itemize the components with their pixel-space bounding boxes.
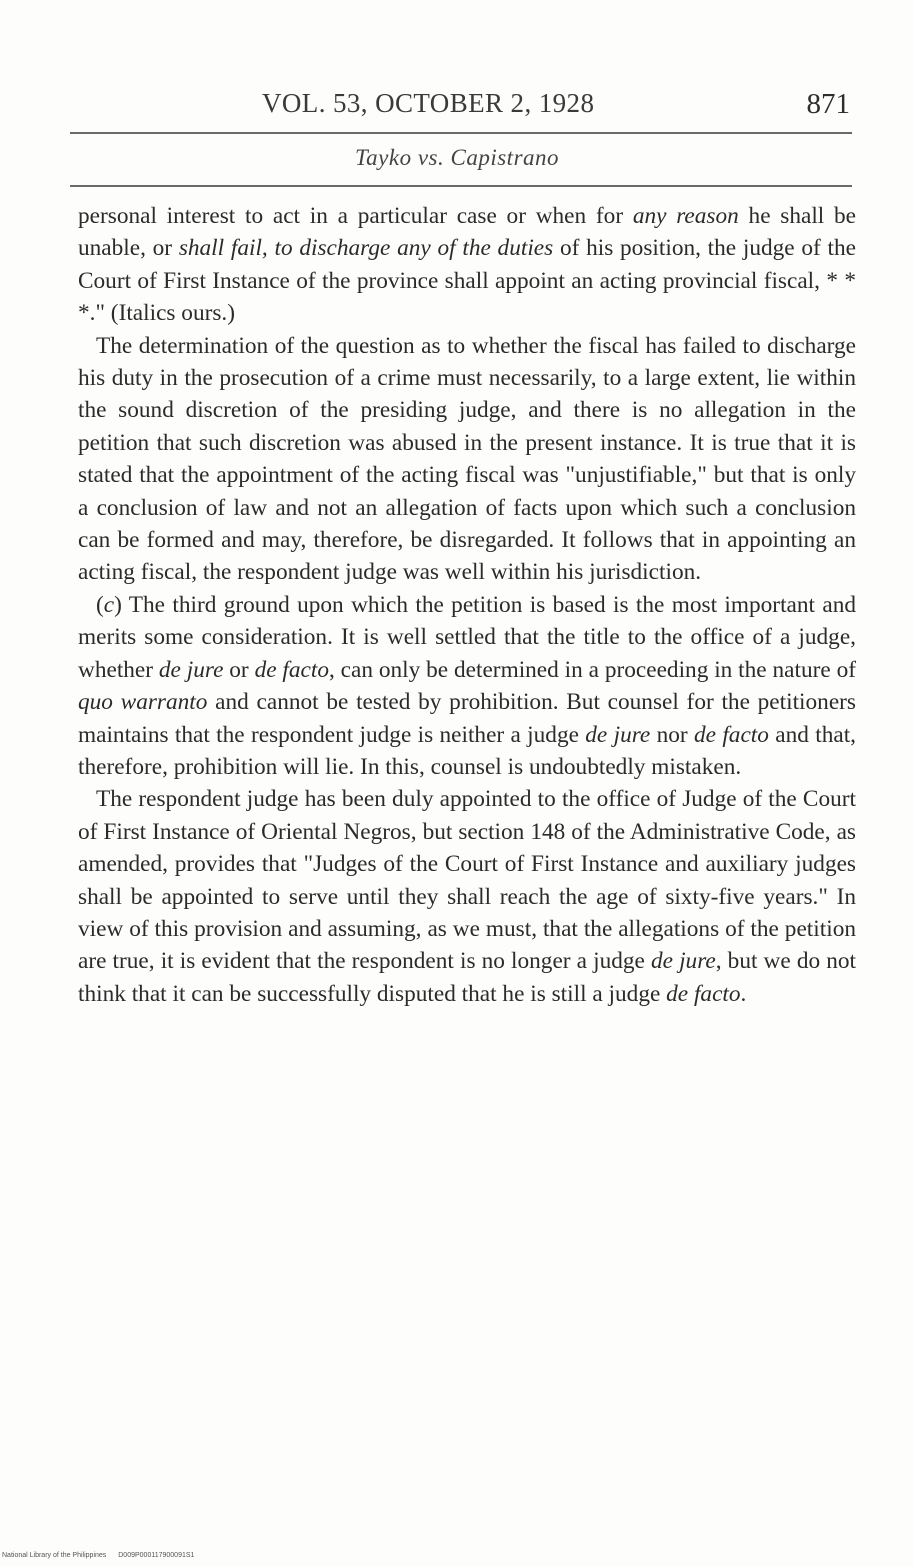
paragraph [78,589,856,783]
italic-text: de jure [585,721,651,748]
paragraph [78,330,856,589]
case-title: Tayko vs. Capistrano [354,145,560,170]
header-rule-top [70,132,852,134]
text-segment: ) The third ground upon which the petition is based is the most important and merits some consideration. It is well settled that the title to the office of a judge, whether [78,591,856,683]
page-number: 871 [806,88,850,120]
text-segment: of his position, the judge of the Court of First Instance of the province shall appoint an acting provincial fiscal, * * *." (Italics ours.) [78,235,856,327]
text-segment: personal interest to act in a particular case or when for [78,203,633,229]
text-segment: The respondent judge has been duly appointed to the office of Judge of the Court of First Instance of Oriental Negros, but section 148 of the Administrative Code, as amended, provides that "Judges of the Court of First Instance and auxiliary judges shall be appointed to serve until they shall reach the age of sixty-five years." In view of this provision and assuming, as we must, that the allegations of the petition are true, it is evident that the respondent is no longer a judge [78,786,856,975]
volume-date-heading: VOL. 53, OCTOBER 2, 1928 [262,88,595,118]
text-segment: ( [96,591,104,618]
footer-source: National Library of the Philippines [2,1552,107,1559]
text-segment: nor [650,721,695,748]
italic-text: de facto [254,656,329,683]
italic-text: shall fail, to discharge any of the duties [178,235,554,262]
paragraph [78,200,856,330]
running-head [70,88,850,124]
text-segment: , can only be determined in a proceeding in the nature of [329,656,856,683]
text-segment: and that, therefore, prohibition will lie. In this, counsel is undoubtedly mistaken. [78,721,856,780]
paragraph [78,783,856,1010]
italic-text: any reason [632,203,739,229]
italic-text: de jure [650,948,716,975]
italic-text: c [103,591,115,618]
italic-text: quo warranto [78,689,208,716]
italic-text: de facto [666,980,741,1007]
header-rule-bottom [70,185,852,187]
body-text [78,200,856,1010]
italic-text: de jure [158,656,224,683]
footer-watermark [2,1552,194,1559]
italic-text: de facto [694,721,769,748]
text-segment: or [223,656,255,683]
footer-code: D009P000117900091S1 [118,1552,195,1559]
text-segment: . [740,980,747,1007]
text-segment: and cannot be tested by prohibition. But counsel for the petitioners maintains that the respondent judge is neither a judge [78,689,856,748]
text-segment: he shall be unable, or [78,203,857,262]
text-segment: The determination of the question as to whether the fiscal has failed to discharge his duty in the prosecution of a crime must necessarily, to a large extent, lie within the sound discretion of the presiding judge, and there is no allegation in the petition that such discretion was abused in the present instance. It is true that it is stated that the appointment of the acting fiscal was "unjustifiable," but that is only a conclusion of law and not an allegation of facts upon which such a conclusion can be formed and may, therefore, be disregarded. It follows that in appointing an acting fiscal, the respondent judge was well within his jurisdiction. [78,332,856,586]
text-segment: , but we do not think that it can be successfully disputed that he is still a judge [78,948,856,1007]
